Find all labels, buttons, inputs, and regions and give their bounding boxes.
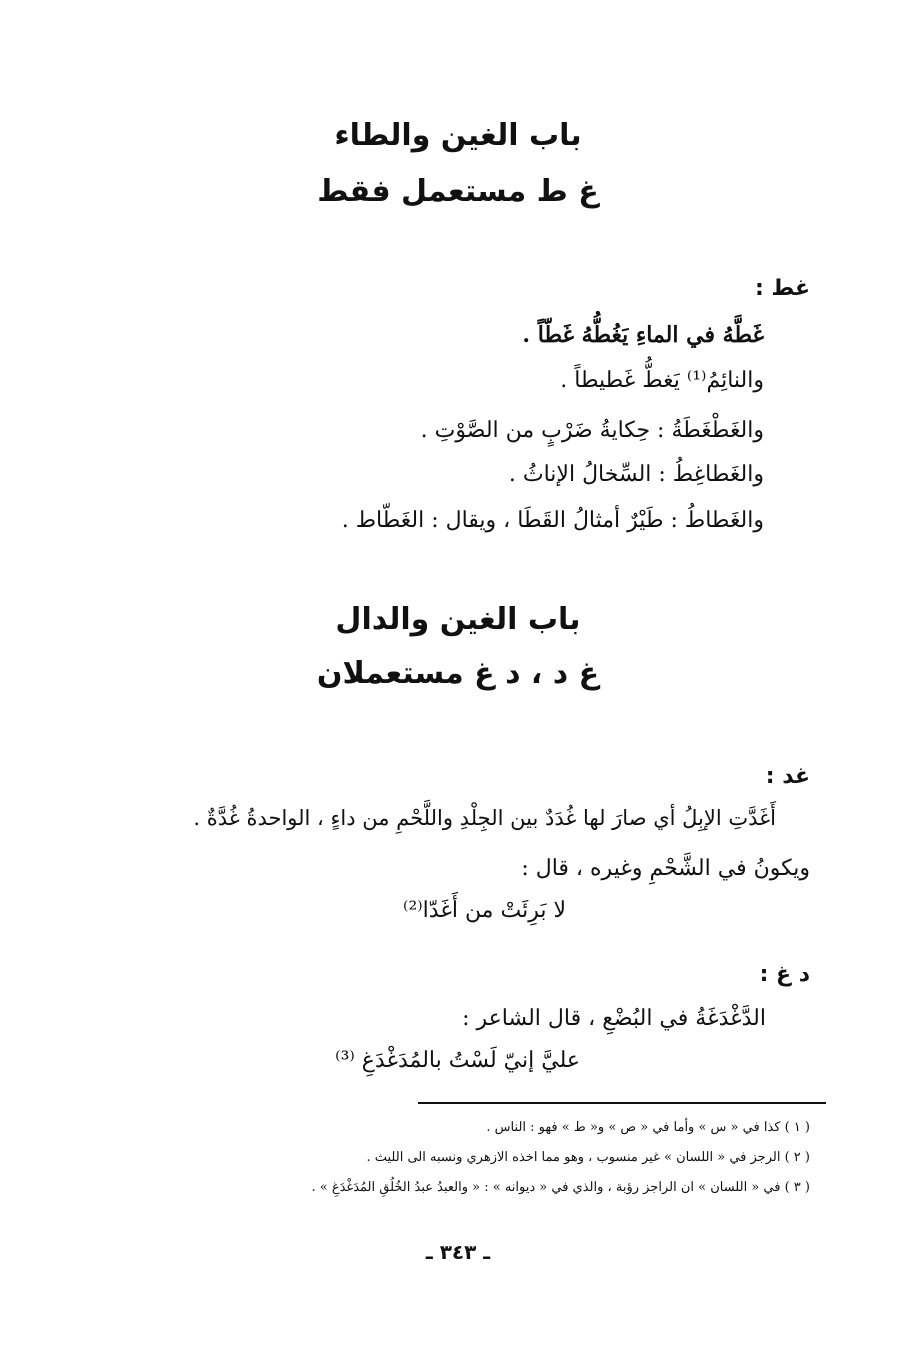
entry-line: والغَطاغِطُ : السِّخالُ الإناثُ .	[508, 462, 764, 487]
verse-line: عليَّ إنيّ لَسْتُ بالمُدَغْدَغِ ⁽³⁾	[335, 1048, 580, 1073]
section-subtitle: غ ط مستعمل فقط	[317, 174, 599, 209]
root-label-dgh: د غ :	[759, 962, 810, 987]
entry-line: الدَّغْدَغَةُ في البُضْعِ ، قال الشاعر :	[462, 1006, 766, 1031]
page-number: ـ ٣٤٣ ـ	[425, 1240, 491, 1264]
footnote-separator	[418, 1102, 826, 1104]
entry-line: والنائِمُ⁽¹⁾ يَغطُّ غَطيطاً .	[560, 368, 764, 393]
entry-line: أَغَدَّتِ الإبِلُ أي صارَ لها غُدَدٌ بين الجِلْدِ واللَّحْمِ من داءٍ ، الواحدةُ غُدَّةٌ .	[193, 806, 776, 830]
footnote: ( ٣ ) في « اللسان » ان الراجز رؤبة ، والذي في « ديوانه » : « والعبدُ عبدُ الخُلُقِ المُدَغْدَغِ » .	[311, 1180, 810, 1195]
entry-line: ويكونُ في الشَّحْمِ وغيره ، قال :	[521, 856, 810, 881]
entry-line: غَطَّهُ في الماءِ يَغُطُّهُ غَطّاً .	[522, 322, 764, 348]
section-title: باب الغين والدال	[335, 602, 581, 637]
footnote: ( ١ ) كذا في « س » وأما في « ص » و« ط » فهو : الناس .	[486, 1120, 810, 1135]
verse-line: لا بَرِئَتْ من أَغَدّا⁽²⁾	[403, 898, 566, 923]
root-label-ghd: غد :	[765, 764, 810, 789]
entry-line: والغَطاطُ : طَيْرٌ أمثالُ القَطَا ، ويقال : الغَطّاط .	[341, 508, 764, 533]
section-title: باب الغين والطاء	[334, 118, 582, 153]
section-subtitle: غ د ، د غ مستعملان	[316, 656, 600, 691]
footnote: ( ٢ ) الرجز في « اللسان » غير منسوب ، وهو مما اخذه الازهري ونسبه الى الليث .	[366, 1150, 810, 1165]
root-label-ght: غط :	[754, 276, 810, 301]
entry-line: والغَطْغَطَةُ : حِكايةُ ضَرْبٍ من الصَّوْتِ .	[420, 418, 764, 443]
